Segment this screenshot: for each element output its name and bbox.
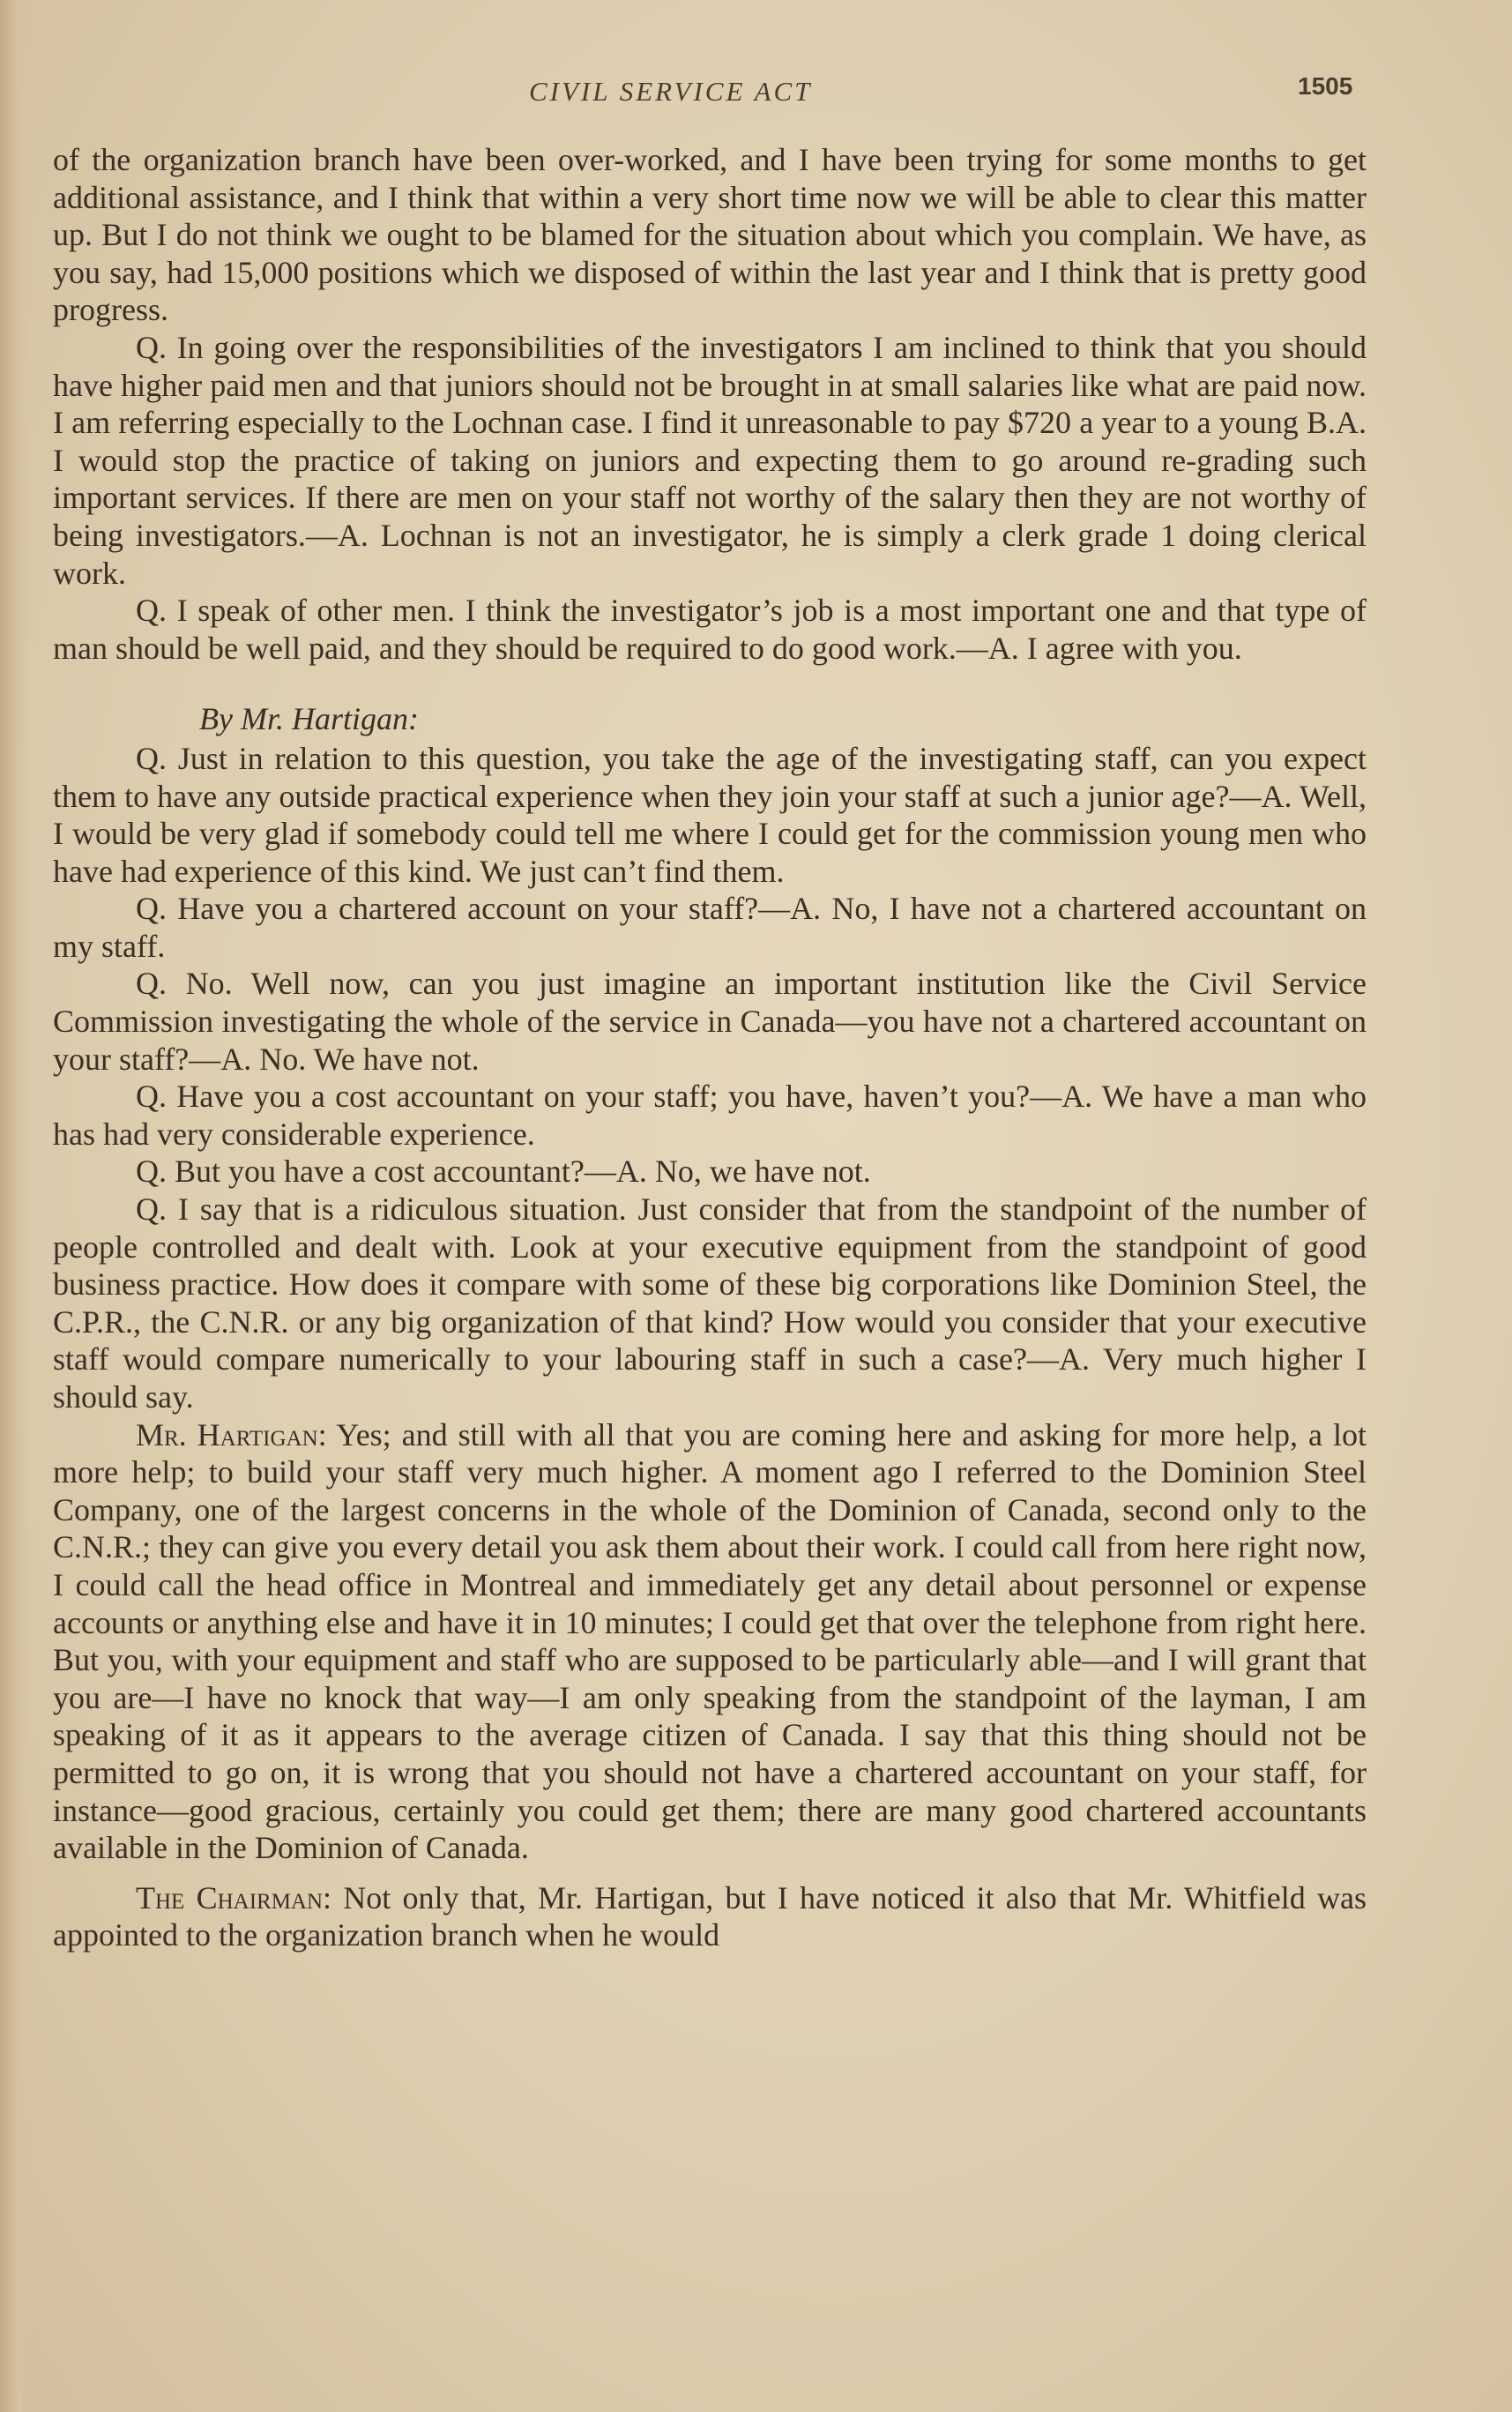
speaker-name: The Chairman: xyxy=(136,1879,332,1915)
page-header xyxy=(0,72,1512,116)
speaker-paragraph xyxy=(53,1879,1367,1954)
speech-text: Not only that, Mr. Hartigan, but I have noticed it also that Mr. Whitfield was appointed to the organization branch when he would xyxy=(53,1879,1367,1953)
paragraph: Q. But you have a cost accountant?—A. No, we have not. xyxy=(136,1154,871,1190)
body-text xyxy=(53,141,1367,1954)
speaker-paragraph xyxy=(53,1416,1367,1867)
speech-text: Yes; and still with all that you are coming here and asking for more help, a lot more help; to build your staff very much higher. A moment ago I referred to the Dominion Steel Company, one of the largest concerns in the whole of the Dominion of Canada, second only to the C.N.R.; they can give you every detail you ask them about their work. I could call from here right now, I could call the head office in Montreal and immediately get any detail about personnel or expense accounts or anything else and have it in 10 minutes; I could get that over the telephone from right here. But you, with your equipment and staff who are supposed to be particularly able—and I will grant that you are—I have no knock that way—I am only speaking from the standpoint of the layman, I am speaking of it as it appears to the average citizen of Canada. I say that this thing should not be permitted to go on, it is wrong that you should not have a chartered accountant on your staff, for instance—good gracious, certainly you could get them; there are many good chartered accountants available in the Dominion of Canada. xyxy=(53,1416,1367,1866)
examiner-byline: By Mr. Hartigan: xyxy=(199,701,419,737)
paragraph: Q. I speak of other men. I think the investigator’s job is a most important one and that type of man should be well paid, and they should be required to do good work.—A. I agree with you. xyxy=(53,593,1367,666)
paragraph: Q. In going over the responsibilities of the investigators I am inclined to think that you should have higher paid men and that juniors should not be brought in at small salaries like what are paid now. I am referring especially to the Lochnan case. I find it unreasonable to pay $720 a year to a young B.A. I would stop the practice of taking on juniors and expecting them to go around re-grading such important services. If there are men on your staff not worthy of the salary then they are not worthy of being investigators.—A. Lochnan is not an investigator, he is simply a clerk grade 1 doing clerical work. xyxy=(53,329,1367,591)
running-head: CIVIL SERVICE ACT xyxy=(529,76,813,107)
paragraph: of the organization branch have been over-worked, and I have been trying for some months to get additional assistance, and I think that within a very short time now we will be able to clear this matter up. But I do not think we ought to be blamed for the situation about which you complain. We have, as you say, had 15,000 positions which we disposed of within the last year and I think that is pretty good progress. xyxy=(53,142,1367,328)
paragraph: Q. Just in relation to this question, you take the age of the investigating staff, can you expect them to have any outside practical experience when they join your staff at such a junior age?—A. Well, I would be very glad if somebody could tell me where I could get for the commission young men who have had experience of this kind. We just can’t find them. xyxy=(53,740,1367,889)
paragraph: Q. Have you a chartered account on your staff?—A. No, I have not a chartered accountant on my staff. xyxy=(53,891,1367,964)
page-binding-edge xyxy=(0,0,30,2412)
speaker-name: Mr. Hartigan: xyxy=(136,1416,327,1452)
paragraph: Q. I say that is a ridiculous situation. Just consider that from the standpoint of the number of people controlled and dealt with. Look at your executive equipment from the standpoint of good business practice. How does it compare with some of these big corporations like Dominion Steel, the C.P.R., the C.N.R. or any big organization of that kind? How would you consider that your executive staff would compare numerically to your labouring staff in such a case?—A. Very much higher I should say. xyxy=(53,1191,1367,1415)
page-number: 1505 xyxy=(1298,72,1353,100)
paragraph: Q. Have you a cost accountant on your staff; you have, haven’t you?—A. We have a man who has had very considerable experience. xyxy=(53,1079,1367,1152)
paragraph: Q. No. Well now, can you just imagine an important institution like the Civil Service Commission investigating the whole of the service in Canada—you have not a chartered accountant on your staff?—A. No. We have not. xyxy=(53,966,1367,1077)
